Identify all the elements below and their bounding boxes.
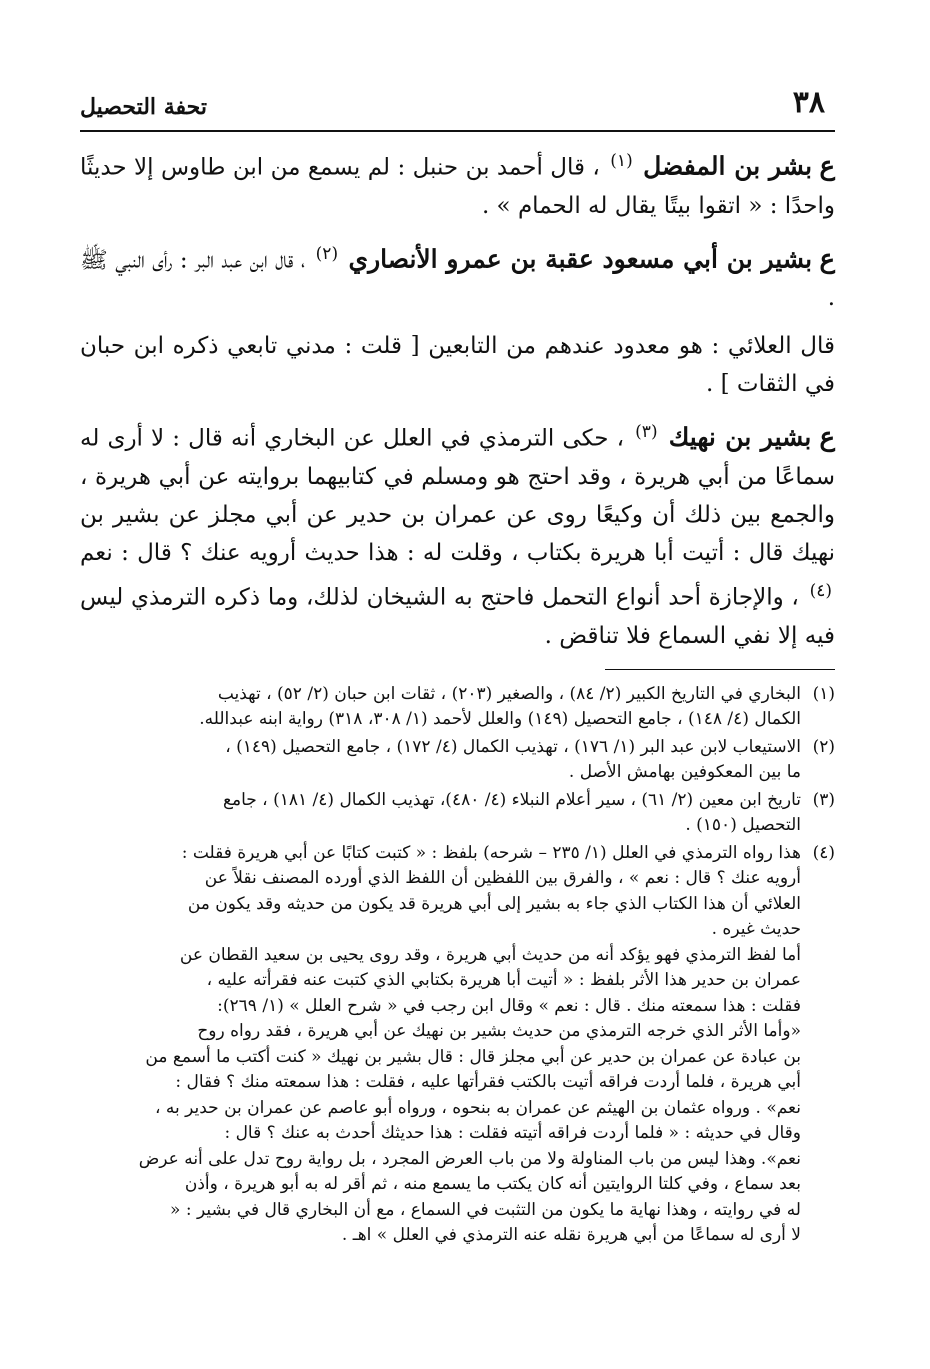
- narrator-name: بشر بن المفضل: [643, 151, 813, 181]
- footnote-line: لا أرى له سماعًا من أبي هريرة نقله عنه الترمذي في العلل » اهـ .: [341, 1225, 801, 1246]
- entry-text: ، قال أحمد بن حنبل : لم يسمع من ابن طاوس إلا حديثًا واحدًا : « اتقوا بيتًا يقال له الحمام » .: [80, 154, 835, 219]
- footnote-body: [80, 682, 801, 733]
- footnote-line: هذا رواه الترمذي في العلل (١/ ٢٣٥ – شرحه) بلفظ : « كتبت كتابًا عن أبي هريرة فقلت :: [181, 842, 801, 863]
- entry-bashir-ibn-nahik: [80, 413, 835, 654]
- page-number: ٣٨: [792, 85, 825, 120]
- footnote-body: [80, 735, 801, 786]
- footnote-ref[interactable]: (٢): [315, 243, 339, 264]
- entry-symbol: ع: [819, 244, 836, 275]
- footnote-body: [80, 841, 801, 1249]
- alai-comment: [80, 327, 835, 403]
- footnote-number: (٢): [812, 736, 835, 757]
- footnote-line: أما لفظ الترمذي فهو يؤكد أنه من حديث أبي هريرة ، وقد روى يحيى بن سعيد القطان عن: [179, 944, 801, 965]
- footnote-line: نعم». وهذا ليس من باب المناولة ولا من باب العرض المجرد ، بل رواية روح تدل على أنه عرض: [138, 1148, 801, 1169]
- entry-text: قال العلائي : هو معدود عندهم من التابعين [ قلت : مدني تابعي ذكره ابن حبان في الثقات ] .: [80, 333, 835, 398]
- footnote-line: «وأما الأثر الذي خرجه الترمذي من حديث بشير بن نهيك عن أبي هريرة ، فقد رواه روح: [197, 1021, 801, 1042]
- footnote-ref[interactable]: (١): [610, 151, 633, 171]
- main-text: [80, 142, 835, 655]
- entry-text: ، قال ابن عبد البر : رأى النبي ﷺ .: [80, 247, 835, 312]
- narrator-name: بشير بن نهيك: [668, 422, 812, 452]
- footnote-body: [80, 788, 801, 839]
- page-header: [80, 70, 835, 126]
- entry-bashir-ibn-abi-masud: [80, 235, 835, 318]
- entry-bishr-ibn-al-mufaddal: [80, 142, 835, 225]
- footnote-2: [80, 735, 835, 786]
- footnote-line: أرويه عنك ؟ قال : نعم » ، والفرق بين اللفظين أن اللفظ الذي أورده المصنف نقلاً عن: [204, 868, 801, 889]
- footnote-line: وقال في حديثه : « فلما أردت فراقه أتيته فقلت : هذا حديثك أحدث به عنك ؟ قال :: [224, 1123, 801, 1144]
- footnote-number: (٤): [812, 842, 835, 863]
- footnote-ref[interactable]: (٣): [635, 422, 658, 443]
- running-title: تحفة التحصيل: [80, 94, 207, 120]
- footnote-line: أبي هريرة ، فلما أردت فراقه أتيت بالكتب فقرأتها عليه ، فقلت : هذا سمعته منك ؟ فقال :: [175, 1072, 801, 1093]
- footnotes: [80, 682, 835, 1249]
- footnote-ref[interactable]: (٤): [809, 580, 832, 601]
- narrator-name: بشير بن أبي مسعود عقبة بن عمرو الأنصاري: [348, 244, 813, 274]
- footnote-line: التحصيل (١٥٠) .: [685, 815, 801, 836]
- footnote-line: عمران بن حدير هذا الأثر بلفظ : « أتيت أبا هريرة بكتابي الذي كتبت عنه فقرأته عليه ،: [206, 970, 801, 991]
- footnote-divider: [605, 669, 835, 670]
- footnote-line: نعم» . ورواه عثمان بن الهيثم عن عمران به بنحوه ، ورواه أبو عاصم عن عمران بن حدير به ،: [155, 1097, 801, 1118]
- footnote-line: له في روايته ، وهذا نهاية ما يكون من التثبت في السماع ، مع أن البخاري قال في بشير : «: [170, 1199, 801, 1220]
- footnote-line: حديث غيره .: [711, 919, 801, 940]
- entry-text: ، حكى الترمذي في العلل عن البخاري أنه قال : لا أرى له سماعًا من أبي هريرة ، وقد احتج هو ومسلم في كتابيهما بروايته عن أبي هريرة ، والجمع بين ذلك أن وكيعًا روى عن عمران بن حدير عن أبي مجلز عن بشير بن نهيك قال : أتيت أبا هريرة بكتاب ، وقلت له : هذا حديث أرويه عنك ؟ قال : نعم: [80, 425, 835, 566]
- footnote-line: فقلت : هذا سمعته منك . قال : نعم » وقال ابن رجب في « شرح العلل » (١/ ٢٦٩):: [217, 995, 801, 1016]
- footnote-1: [80, 682, 835, 733]
- footnote-number: (١): [812, 683, 835, 704]
- footnote-line: بعد سماع ، وفي كلتا الروايتين أنه كان يكتب ما يسمع منه ، ثم أقر له به أبو هريرة ، وأذن: [184, 1174, 801, 1195]
- footnote-line: الاستيعاب لابن عبد البر (١/ ١٧٦) ، تهذيب الكمال (٤/ ١٧٢) ، جامع التحصيل (١٤٩) ،: [225, 736, 801, 757]
- entry-symbol: ع: [819, 422, 836, 453]
- header-divider: [80, 130, 835, 132]
- footnote-4: [80, 841, 835, 1249]
- footnote-line: بن عبادة عن عمران بن حدير عن أبي مجلز قال : قال بشير بن نهيك « كنت أكتب ما أسمع من: [145, 1046, 801, 1067]
- footnote-3: [80, 788, 835, 839]
- footnote-line: البخاري في التاريخ الكبير (٢/ ٨٤) ، والصغير (٢٠٣) ، ثقات ابن حبان (٢/ ٥٢) ، تهذيب: [217, 683, 801, 704]
- entry-text: ، والإجازة أحد أنواع التحمل فاحتج به الشيخان لذلك، وما ذكره الترمذي ليس فيه إلا نفي السماع فلا تناقض .: [80, 584, 835, 649]
- footnote-line: تاريخ ابن معين (٢/ ٦١) ، سير أعلام النبلاء (٤/ ٤٨٠)، تهذيب الكمال (٤/ ١٨١) ، جامع: [222, 789, 801, 810]
- entry-symbol: ع: [819, 151, 836, 182]
- footnote-line: العلائي أن هذا الكتاب الذي جاء به بشير إلى أبي هريرة قد يكون من حديثه وقد يكون من: [187, 893, 801, 914]
- footnote-line: ما بين المعكوفين بهامش الأصل .: [568, 762, 801, 783]
- footnote-number: (٣): [812, 789, 835, 810]
- footnote-line: الكمال (٤/ ١٤٨) ، جامع التحصيل (١٤٩) والعلل لأحمد (١/ ٣٠٨، ٣١٨) رواية ابنه عبدالله.: [199, 709, 801, 730]
